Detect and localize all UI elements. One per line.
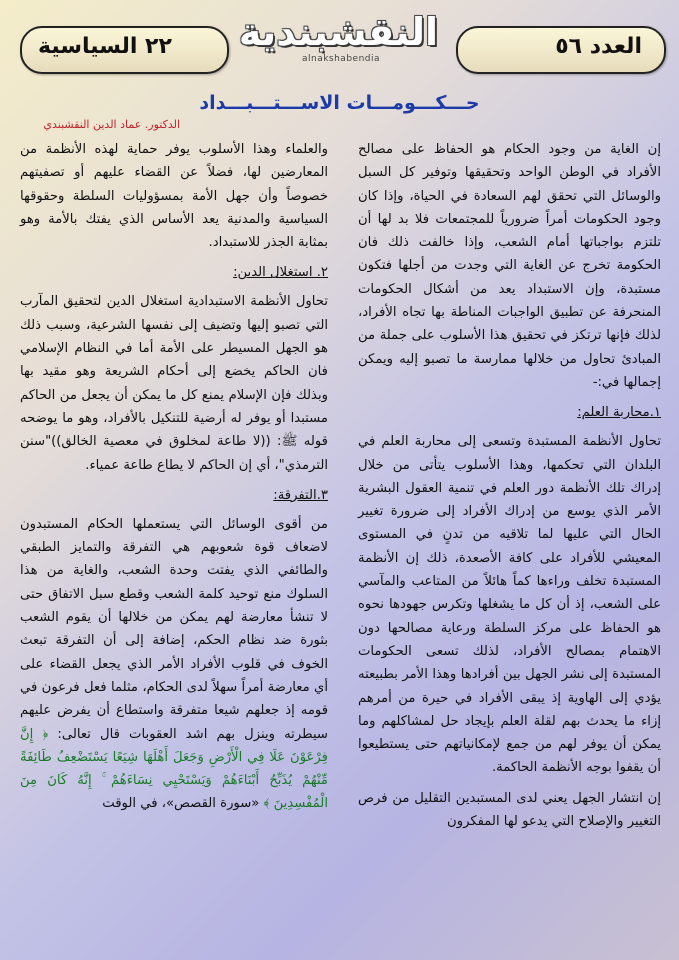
issue-banner: [456, 26, 666, 74]
quran-reference: «سورة القصص»، في الوقت: [102, 796, 260, 812]
magazine-logo: [238, 6, 438, 76]
left-column: [20, 138, 328, 823]
section-paragraph-3: [20, 513, 328, 816]
issue-label: العدد ٥٦: [555, 34, 642, 59]
section-heading-1: ١.محاربة العلم:: [577, 405, 661, 421]
section-label: ٢٢ السياسية: [38, 34, 172, 59]
section-text-3: من أقوى الوسائل التي يستعملها الحكام المستبدون لاضعاف قوة شعوبهم هي التفرقة والتمايز الطبقي والطائفي الذي يفتت وحدة الشعب، والغاية من هذا السلوك منع توحيد كلمة الشعب وقطع سبل الاتفاق حتى لا تنشأ معارضة لهم يمكن من خلالها أن يقوم الشعب بثورة ضد نظام الحكم، إضافة إلى أن التفرقة تبعث الخوف في قلوب الأفراد الأمر الذي يجعل القضاء على أي معارضة أمراً سهلاً لدى الحكام، مثلما فعل فرعون في قومه إذ جعلهم شيعا متفرقة واستطاع أن يفرض عليهم سيطرته وينزل بهم اشد العقوبات قال تعالى:: [20, 516, 328, 742]
section-paragraph-1: تحاول الأنظمة المستبدة وتسعى إلى محاربة العلم في البلدان التي تحكمها، وهذا الأسلوب يتأتى من خلال إدراك تلك الأنظمة دور العلم في تنمية العقول البشرية الأمر الذي يوسع من إدراك الأفراد إلى ضرورة تغيير الحال التي عليها لما تلاقيه من تدنٍ في المستوى المعيشي للأفراد على كافة الأصعدة، ذلك إن الأنظمة المستبدة تخلف وراءها كماً هائلاً من المتاعب والمآسي على الشعب، إذ أن كل ما يشغلها وتكرس جهودها نحوه هو الحفاظ على مركز السلطة ورعاية مصالحها دون الاهتمام بمصالح الأفراد، لذلك تسعى الحكومات المستبدة إلى نشر الجهل بين أفرادها وهذا الأمر بطبيعته يؤدي إلى الهاوية إذ يبقى الأفراد في حيرة من أمرهم إزاء ما يحدث بهم لقلة العلم بإيجاد حل لمشاكلهم وما يمكن أن يوفر لهم من جمع لإمكانياتهم حتى يستطيعوا أن يقفوا بوجه الأنظمة الحاكمة.: [358, 434, 661, 776]
right-column: [358, 138, 661, 840]
section-heading-2: ٢. استغلال الدين:: [233, 265, 328, 281]
section-banner: [20, 26, 229, 74]
section-paragraph-2: تحاول الأنظمة الاستبدادية استغلال الدين لتحقيق المآرب التي تصبو إليها وتضيف إلى نفسها الشرعية، وسبب ذلك هو الجهل المسيطر على الأمة أما في النظام الإسلامي فان الحاكم يخضع إلى أحكام الشريعة وهو مقيد بها وبذلك فإن الإسلام يمنع كل ما يمكن أن يجعل من الحاكم مستبدا أو يوفر له أرضية للتنكيل بالأفراد، وهو ما يوضحه قوله ﷺ: ((لا طاعة لمخلوق في معصية الخالق))"سنن الترمذي"، أي إن الحاكم لا يطاع طاعة عمياء.: [20, 294, 328, 473]
quran-verse: ﴿ إِنَّ فِرْعَوْنَ عَلَا فِي الْأَرْضِ وَجَعَلَ أَهْلَهَا شِيَعًا يَسْتَضْعِفُ طَائِفَةً مِّنْهُمْ يُذَبِّحُ أَبْنَاءَهُمْ وَيَسْتَحْيِي نِسَاءَهُمْ ۚ إِنَّهُ كَانَ مِنَ الْمُفْسِدِينَ ﴾: [20, 726, 328, 812]
article-author: الدكتور. عماد الدين النقشبندي: [43, 118, 180, 131]
intro-paragraph: إن الغاية من وجود الحكام هو الحفاظ على مصالح الأفراد في الوطن الواحد وتحقيقها وتوفير كل السبل والوسائل التي تحقق لهم السعادة في الحياة، وإذا كان وجود الحكومات أمراً ضرورياً للمجتمعات فلا بد لها أن تلتزم بواجباتها أمام الشعب، وإذا خالفت ذلك فان الحكومة تخرج عن الغاية التي وجدت من أجلها فتكون مستبدة، وإن الاستبداد يعد من أشكال الحكومات المنحرفة عن تطبيق الواجبات المناطة بها تجاه الأفراد، لذلك فإنها ترتكز في تحقيق هذا الأسلوب على جملة من المبادئ تحاول من خلالها ممارسة ما تصبو إليه ويمكن إجمالها في:-: [358, 142, 661, 390]
article-title: حـــكـــومـــات الاســـتـــبـــداد: [199, 92, 480, 114]
logo-subtitle: alnakshabendia: [301, 54, 381, 64]
closing-paragraph: إن انتشار الجهل يعني لدى المستبدين التقليل من فرص التغيير والإصلاح التي يدعو لها المفكرون: [358, 790, 661, 830]
continued-paragraph: والعلماء وهذا الأسلوب يوفر حماية لهذه الأنظمة من المعارضين لها، فضلاً عن القضاء عليهم أو تصفيتهم خصوصاً وأن جهل الأمة بمسؤوليات السلطة وحقوقها السياسية والمدنية يعد الأساس الذي يفتك بالأمة وهو بمثابة الجذر للاستبداد.: [20, 142, 328, 251]
page-header: [0, 0, 679, 88]
logo-text: النقشبندية: [238, 10, 438, 54]
section-heading-3: ٣.التفرقة:: [273, 487, 328, 503]
